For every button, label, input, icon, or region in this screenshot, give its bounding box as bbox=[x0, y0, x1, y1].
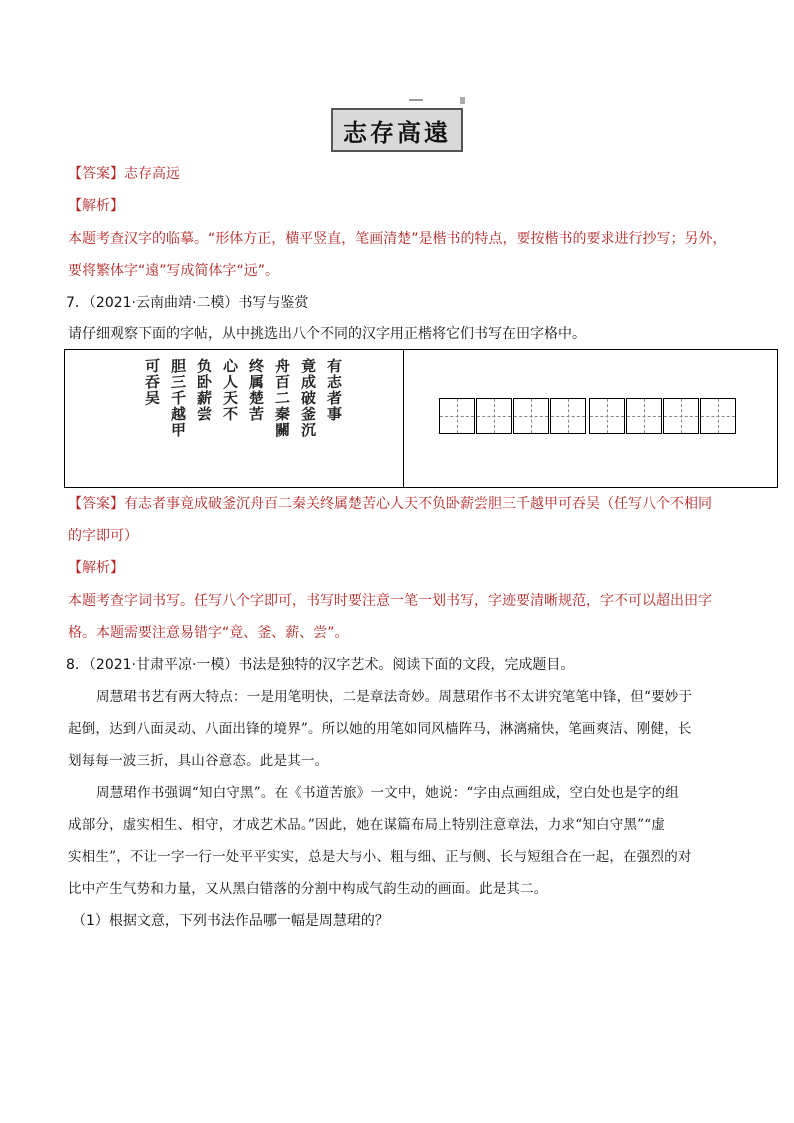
question-7-prompt: 请仔细观察下面的字帖，从中挑选出八个不同的汉字用正楷将它们书写在田字格中。 bbox=[68, 326, 586, 342]
image-artifact bbox=[409, 99, 423, 101]
calligraphy-column: 舟百二秦關 bbox=[273, 357, 291, 439]
calligraphy-column: 心人天不 bbox=[221, 357, 239, 423]
calligraphy-column: 胆三千越甲 bbox=[169, 357, 187, 439]
passage-line: 成部分，虚实相生、相守，才成艺术品。”因此，她在谋篇布局上特别注意章法，力求“知白守黑”“虚 bbox=[68, 817, 666, 833]
calligraphy-column: 有志者事 bbox=[325, 357, 343, 423]
question-7-title: 7．（2021·云南曲靖·二模）书写与鉴赏 bbox=[66, 295, 309, 311]
answer-text-line: 的字即可） bbox=[68, 528, 138, 544]
answer-text: 有志者事竟成破釜沉舟百二秦关终属楚苦心人天不负卧薪尝胆三千越甲可吞吴（任写八个不相同 bbox=[124, 496, 712, 512]
calligraphy-image bbox=[331, 108, 463, 152]
calligraphy-column: 竟成破釜沉 bbox=[299, 357, 317, 439]
analysis-heading bbox=[68, 196, 124, 216]
analysis-text-line: 格。本题需要注意易错字“竟、釜、薪、尝”。 bbox=[68, 625, 349, 641]
grid-cell[interactable] bbox=[663, 398, 699, 434]
question-8-title: 8．（2021·甘肃平凉·一模）书法是独特的汉字艺术。阅读下面的文段，完成题目。 bbox=[66, 657, 575, 673]
table-divider bbox=[403, 349, 404, 488]
grid-cell[interactable] bbox=[476, 398, 512, 434]
calligraphy-column: 终属楚苦 bbox=[247, 357, 265, 423]
grid-cell[interactable] bbox=[550, 398, 586, 434]
sub-question-1: （1）根据文意，下列书法作品哪一幅是周慧珺的？ bbox=[72, 913, 389, 929]
answer-tag: 【答案】 bbox=[68, 496, 124, 512]
tianzige-grid bbox=[439, 398, 737, 435]
answer-tag: 【答案】 bbox=[68, 166, 124, 182]
analysis-heading bbox=[68, 558, 124, 578]
grid-cell[interactable] bbox=[439, 398, 475, 434]
analysis-text-line: 本题考查字词书写。任写八个字即可，书写时要注意一笔一划书写，字迹要清晰规范，字不可以超出田字 bbox=[68, 593, 712, 609]
analysis-tag: 【解析】 bbox=[68, 198, 124, 214]
analysis-text-line: 本题考查汉字的临摹。“形体方正，横平竖直，笔画清楚”是楷书的特点，要按楷书的要求进行抄写；另外， bbox=[68, 231, 727, 247]
grid-cell[interactable] bbox=[513, 398, 549, 434]
analysis-text-line: 要将繁体字“遠”写成简体字“远”。 bbox=[68, 263, 280, 279]
calligraphy-text: 志存高遠 bbox=[343, 117, 451, 147]
calligraphy-column: 可吞吴 bbox=[143, 357, 161, 407]
image-artifact bbox=[460, 97, 465, 104]
grid-cell[interactable] bbox=[700, 398, 736, 434]
passage-line: 划每每一波三折，具山谷意态。此是其一。 bbox=[68, 753, 329, 769]
calligraphy-copybook bbox=[132, 358, 342, 468]
passage-line: 周慧珺书艺有两大特点：一是用笔明快，二是章法奇妙。周慧珺作书不太讲究笔笔中锋，但“要妙于 bbox=[96, 689, 693, 705]
passage-line: 比中产生气势和力量，又从黑白错落的分割中构成气韵生动的画面。此是其二。 bbox=[68, 881, 548, 897]
grid-cell[interactable] bbox=[626, 398, 662, 434]
passage-line: 周慧珺作书强调“知白守黑”。在《书道苦旅》一文中，她说：“字由点画组成，空白处也是字的组 bbox=[96, 785, 680, 801]
passage-line: 实相生”，不让一字一行一处平平实实，总是大与小、粗与细、正与侧、长与短组合在一起，在强烈的对 bbox=[68, 849, 692, 865]
analysis-tag: 【解析】 bbox=[68, 560, 124, 576]
answer-line bbox=[68, 494, 712, 514]
calligraphy-column: 负卧薪尝 bbox=[195, 357, 213, 423]
answer-text: 志存高远 bbox=[124, 166, 180, 182]
answer-line bbox=[68, 164, 180, 184]
grid-cell[interactable] bbox=[589, 398, 625, 434]
passage-line: 起倒，达到八面灵动、八面出锋的境界”。所以她的用笔如同风樯阵马，淋漓痛快，笔画爽洁、刚健，长 bbox=[68, 721, 692, 737]
